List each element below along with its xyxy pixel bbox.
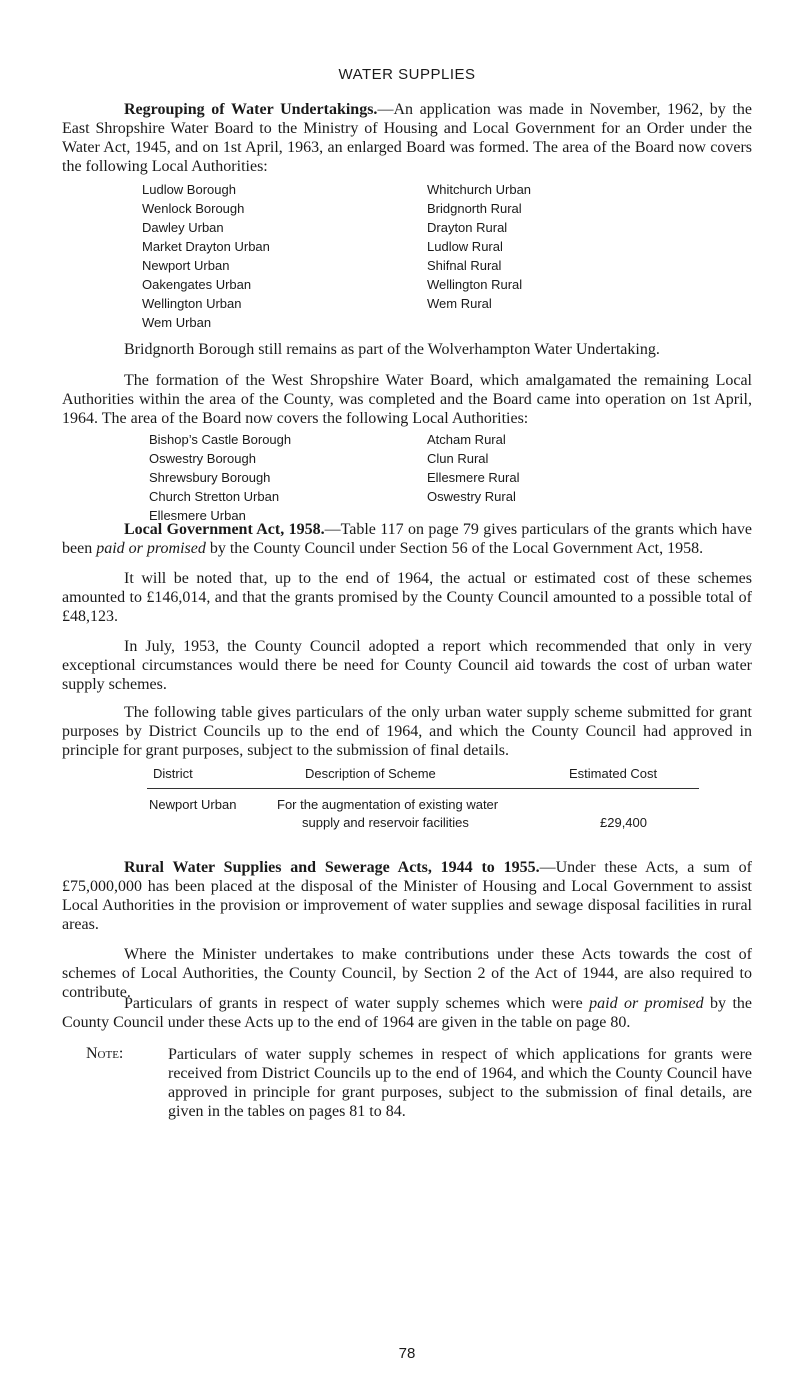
list-item: Ludlow Borough [142,182,236,197]
table-cell-cost: £29,400 [600,815,647,830]
list-item: Newport Urban [142,258,230,273]
east-authorities-col2 [427,180,531,313]
heading-regrouping: Regrouping of Water Undertakings. [124,101,378,118]
paragraph-bridgnorth: Bridgnorth Borough still remains as part of the Wolverhampton Water Undertaking. [124,341,660,358]
heading-local-government-act: Local Government Act, 1958. [124,521,325,538]
paragraph-grants-particulars: Particulars of grants in respect of water supply schemes which were paid or promised by the County Council under these Acts up to the end of 1964 are given in the table on page 80. [62,995,753,1031]
list-item: Oakengates Urban [142,277,252,292]
table-cell-district: Newport Urban [149,797,237,812]
list-item: Whitchurch Urban [427,182,532,197]
list-item: Atcham Rural [427,432,506,447]
paragraph-july-1953: In July, 1953, the County Council adopted a report which recommended that only in very exceptional circumstances would there be need for County Council aid towards the cost of urban water supply schemes. [62,638,752,693]
paragraph-west-board: The formation of the West Shropshire Water Board, which amalgamated the remaining Local Authorities within the area of the County, was completed and the Board came into operation on 1st April, 1964. The area of the Board now covers the following Local Authorities: [62,372,752,427]
paragraph-local-government-act: Local Government Act, 1958.—Table 117 on page 79 gives particulars of the grants which have been paid or promised by the County Council under Section 56 of the Local Government Act, 1958. [62,521,752,557]
note-label: Note: [86,1045,124,1062]
paragraph-regrouping-text: —An application was made in November, 1962, by the East Shropshire Water Board to the Ministry of Housing and Local Government for an Order under the Water Act, 1945, and on 1st April, 1963, an enlarged Board was formed. The area of the Board now covers the following Local Authorities: [62,101,753,175]
list-item: Wellington Rural [427,277,523,292]
page-number: 78 [398,1345,416,1362]
paragraph-rural-water-acts: Rural Water Supplies and Sewerage Acts, 1944 to 1955.—Under these Acts, a sum of £75,000,000 has been placed at the disposal of the Minister of Housing and Local Government to assist Local Authorities in the provision or improvement of water supplies and sewage disposal facilities in rural areas. [62,859,752,933]
list-item: Wellington Urban [142,296,242,311]
list-item: Shrewsbury Borough [149,470,271,485]
heading-rural-water-acts: Rural Water Supplies and Sewerage Acts, 1944 to 1955. [124,859,540,876]
west-authorities-col2 [427,430,519,506]
list-item: Ellesmere Rural [427,470,520,485]
paragraph-table-intro: The following table gives particulars of the only urban water supply scheme submitted for grant purposes by District Councils up to the end of 1964, and which the County Council had approved in principle for grant purposes, subject to the submission of final details. [62,704,752,759]
list-item: Oswestry Rural [427,489,516,504]
west-authorities-col1 [149,430,291,525]
list-item: Ellesmere Urban [149,508,246,523]
table-cell-description-line2: supply and reservoir facilities [302,815,469,830]
table-header-cost: Estimated Cost [569,766,658,781]
paragraph-minister-contributions: Where the Minister undertakes to make contributions under these Acts towards the cost of schemes of Local Authorities, the County Council, by Section 2 of the Act of 1944, are also required to contribute. [62,946,752,1001]
list-item: Dawley Urban [142,220,224,235]
page-title: WATER SUPPLIES [338,66,476,83]
table-rule [147,788,699,789]
list-item: Shifnal Rural [427,258,502,273]
table-header-district: District [153,766,193,781]
list-item: Wem Rural [427,296,492,311]
paragraph-costs: It will be noted that, up to the end of 1964, the actual or estimated cost of these schemes amounted to £146,014, and that the grants promised by the County Council amounted to a possible total of £48,123. [62,570,752,625]
list-item: Market Drayton Urban [142,239,270,254]
list-item: Church Stretton Urban [149,489,280,504]
list-item: Wem Urban [142,315,212,330]
east-authorities-col1 [142,180,270,332]
list-item: Bridgnorth Rural [427,201,522,216]
table-header-description: Description of Scheme [305,766,436,781]
list-item: Wenlock Borough [142,201,245,216]
emphasis-paid-or-promised: paid or promised [96,540,206,557]
table-cell-description-line1: For the augmentation of existing water [277,797,499,812]
list-item: Bishop’s Castle Borough [149,432,292,447]
list-item: Ludlow Rural [427,239,503,254]
emphasis-paid-or-promised: paid or promised [589,995,704,1012]
list-item: Oswestry Borough [149,451,256,466]
list-item: Drayton Rural [427,220,508,235]
paragraph-regrouping [62,100,752,176]
list-item: Clun Rural [427,451,489,466]
note-text: Particulars of water supply schemes in respect of which applications for grants were received from District Councils up to the end of 1964, and which the County Council have approved in principle for grant purposes, subject to the submission of final details, are given in the tables on pages 81 to 84. [168,1046,752,1120]
